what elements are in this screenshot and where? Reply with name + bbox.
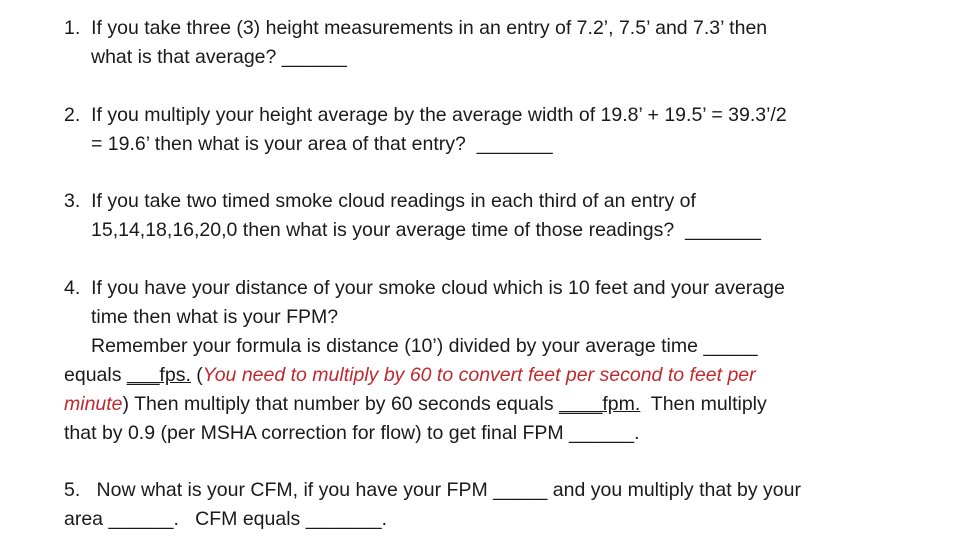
question-4-line-6: that by 0.9 (per MSHA correction for flow) to get final FPM ______. [64,422,640,444]
fps-blank: ___fps. [126,364,191,386]
question-4-line-5 [64,392,767,416]
question-1-line-2: what is that average? ______ [91,46,347,68]
multiply-text: ) Then multiply that number by 60 seconds equals [122,393,559,415]
then-multiply-text: Then multiply [640,393,767,415]
fpm-blank: ____fpm. [559,393,641,415]
question-3-line-1: 3. If you take two timed smoke cloud readings in each third of an entry of [64,190,696,212]
question-4-line-2: time then what is your FPM? [91,306,339,328]
equals-text: equals [64,364,127,386]
question-4-line-4 [64,363,756,387]
question-2-line-2: = 19.6’ then what is your area of that entry? _______ [91,133,553,155]
question-5-line-1: 5. Now what is your CFM, if you have your FPM _____ and you multiply that by your [64,479,801,501]
question-3-line-2: 15,14,18,16,20,0 then what is your average time of those readings? _______ [91,219,761,241]
question-2-line-1: 2. If you multiply your height average by the average width of 19.8’ + 19.5’ = 39.3’/2 [64,104,787,126]
paren-open: ( [190,364,203,386]
question-1-line-1: 1. If you take three (3) height measurements in an entry of 7.2’, 7.5’ and 7.3’ then [64,17,768,39]
question-5-line-2: area ______. CFM equals _______. [64,508,388,530]
conversion-note-end: minute [64,393,123,415]
question-4-line-3: Remember your formula is distance (10’) divided by your average time _____ [91,335,758,357]
conversion-note: You need to multiply by 60 to convert feet per second to feet per [202,364,756,386]
question-4-line-1: 4. If you have your distance of your smoke cloud which is 10 feet and your average [64,277,785,299]
